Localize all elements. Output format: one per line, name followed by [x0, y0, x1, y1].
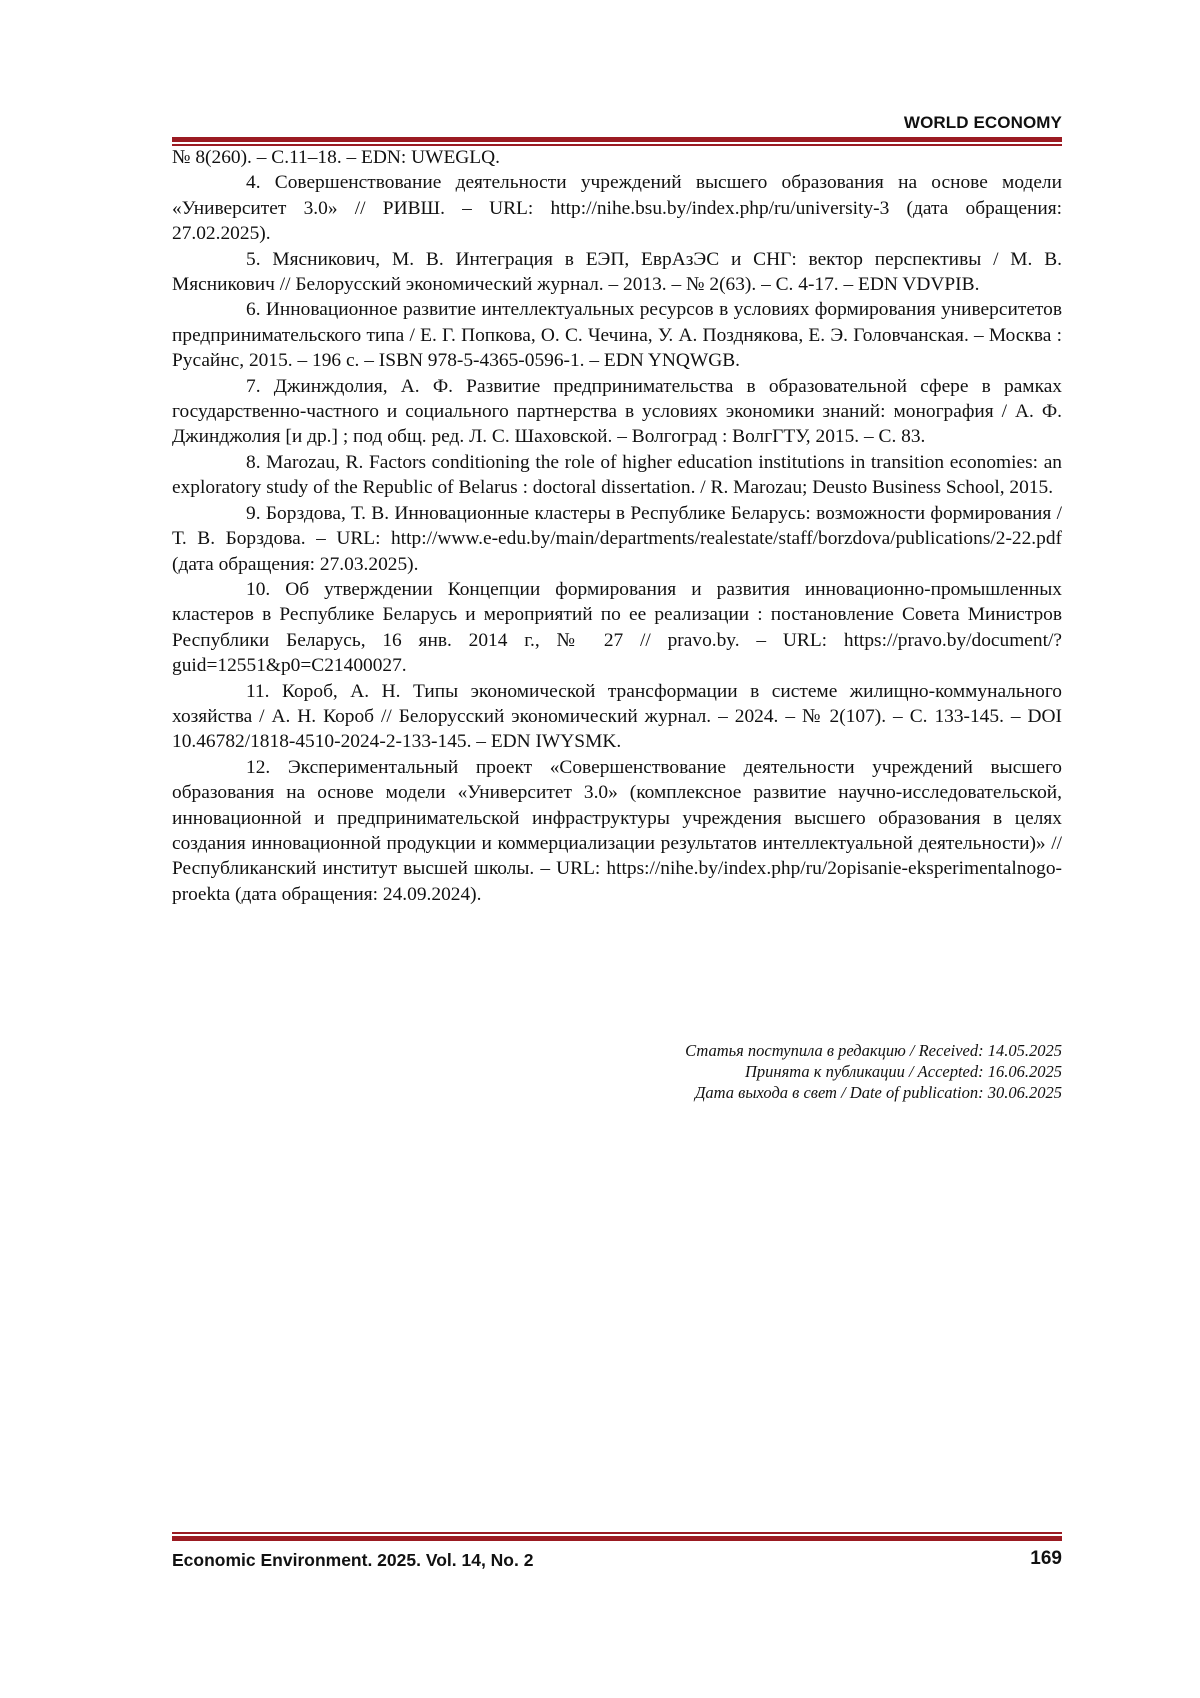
reference-item-6: 6. Инновационное развитие интеллектуальных ресурсов в условиях формирования университетов предпринимательского типа / Е. Г. Попкова, О. С. Чечина, У. А. Позднякова, Е. Э. Головчанская. – Москва : Русайнс, 2015. – 196 с. – ISBN 978-5-4365-0596-1. – EDN YNQWGB. — [172, 297, 1062, 373]
reference-item-7: 7. Джинждолия, А. Ф. Развитие предпринимательства в образовательной сфере в рамках государственно-частного и социального партнерства в условиях экономики знаний: монография / А. Ф. Джинджолия [и др.] ; под общ. ред. Л. С. Шаховской. – Волгоград : ВолгГТУ, 2015. – С. 83. — [172, 374, 1062, 450]
reference-item-4: 4. Совершенствование деятельности учреждений высшего образования на основе модели «Университет 3.0» // РИВШ. – URL: http://nihe.bsu.by/index.php/ru/university-3 (дата обращения: 27.02.2025). — [172, 170, 1062, 246]
publication-date: Дата выхода в свет / Date of publication: 30.06.2025 — [362, 1082, 1062, 1103]
header-rule-thick — [172, 137, 1062, 142]
page — [0, 0, 1200, 1698]
article-dates — [362, 1040, 1062, 1103]
reference-item-8: 8. Marozau, R. Factors conditioning the role of higher education institutions in transition economies: an exploratory study of the Republic of Belarus : doctoral dissertation. / R. Marozau; Deusto Business School, 2015. — [172, 450, 1062, 501]
page-number: 169 — [1030, 1548, 1062, 1570]
received-date: Статья поступила в редакцию / Received: 14.05.2025 — [362, 1040, 1062, 1061]
reference-item-5: 5. Мясникович, М. В. Интеграция в ЕЭП, ЕврАзЭС и СНГ: вектор перспективы / М. В. Мясникович // Белорусский экономический журнал. – 2013. – № 2(63). – С. 4-17. – EDN VDVPIB. — [172, 247, 1062, 298]
footer-rule-thin — [172, 1532, 1062, 1534]
reference-continuation: № 8(260). – С.11–18. – EDN: UWEGLQ. — [172, 145, 1062, 170]
reference-list — [172, 145, 1062, 907]
running-header-section: WORLD ECONOMY — [904, 113, 1062, 133]
reference-item-11: 11. Короб, А. Н. Типы экономической трансформации в системе жилищно-коммунального хозяйства / А. Н. Короб // Белорусский экономический журнал. – 2024. – № 2(107). – С. 133-145. – DOI 10.46782/1818-4510-2024-2-133-145. – EDN IWYSMK. — [172, 679, 1062, 755]
accepted-date: Принята к публикации / Accepted: 16.06.2025 — [362, 1061, 1062, 1082]
reference-item-9: 9. Борздова, Т. В. Инновационные кластеры в Республике Беларусь: возможности формирования / Т. В. Борздова. – URL: http://www.e-edu.by/main/departments/realestate/staff/borzdova/publications/2-22.pdf (дата обращения: 27.03.2025). — [172, 501, 1062, 577]
footer-journal-title: Economic Environment. 2025. Vol. 14, No. 2 — [172, 1550, 533, 1571]
footer-rule-thick — [172, 1536, 1062, 1541]
reference-item-12: 12. Экспериментальный проект «Совершенствование деятельности учреждений высшего образования на основе модели «Университет 3.0» (комплексное развитие научно-исследовательской, инновационной и предпринимательской инфраструктуры учреждения высшего образования в целях создания инновационной продукции и коммерциализации результатов интеллектуальной деятельности)» // Республиканский институт высшей школы. – URL: https://nihe.by/index.php/ru/2opisanie-eksperimentalnogo-proekta (дата обращения: 24.09.2024). — [172, 755, 1062, 907]
reference-item-10: 10. Об утверждении Концепции формирования и развития инновационно-промышленных кластеров в Республике Беларусь и мероприятий по ее реализации : постановление Совета Министров Республики Беларусь, 16 янв. 2014 г., № 27 // pravo.by. – URL: https://pravo.by/document/?guid=12551&p0=C21400027. — [172, 577, 1062, 679]
